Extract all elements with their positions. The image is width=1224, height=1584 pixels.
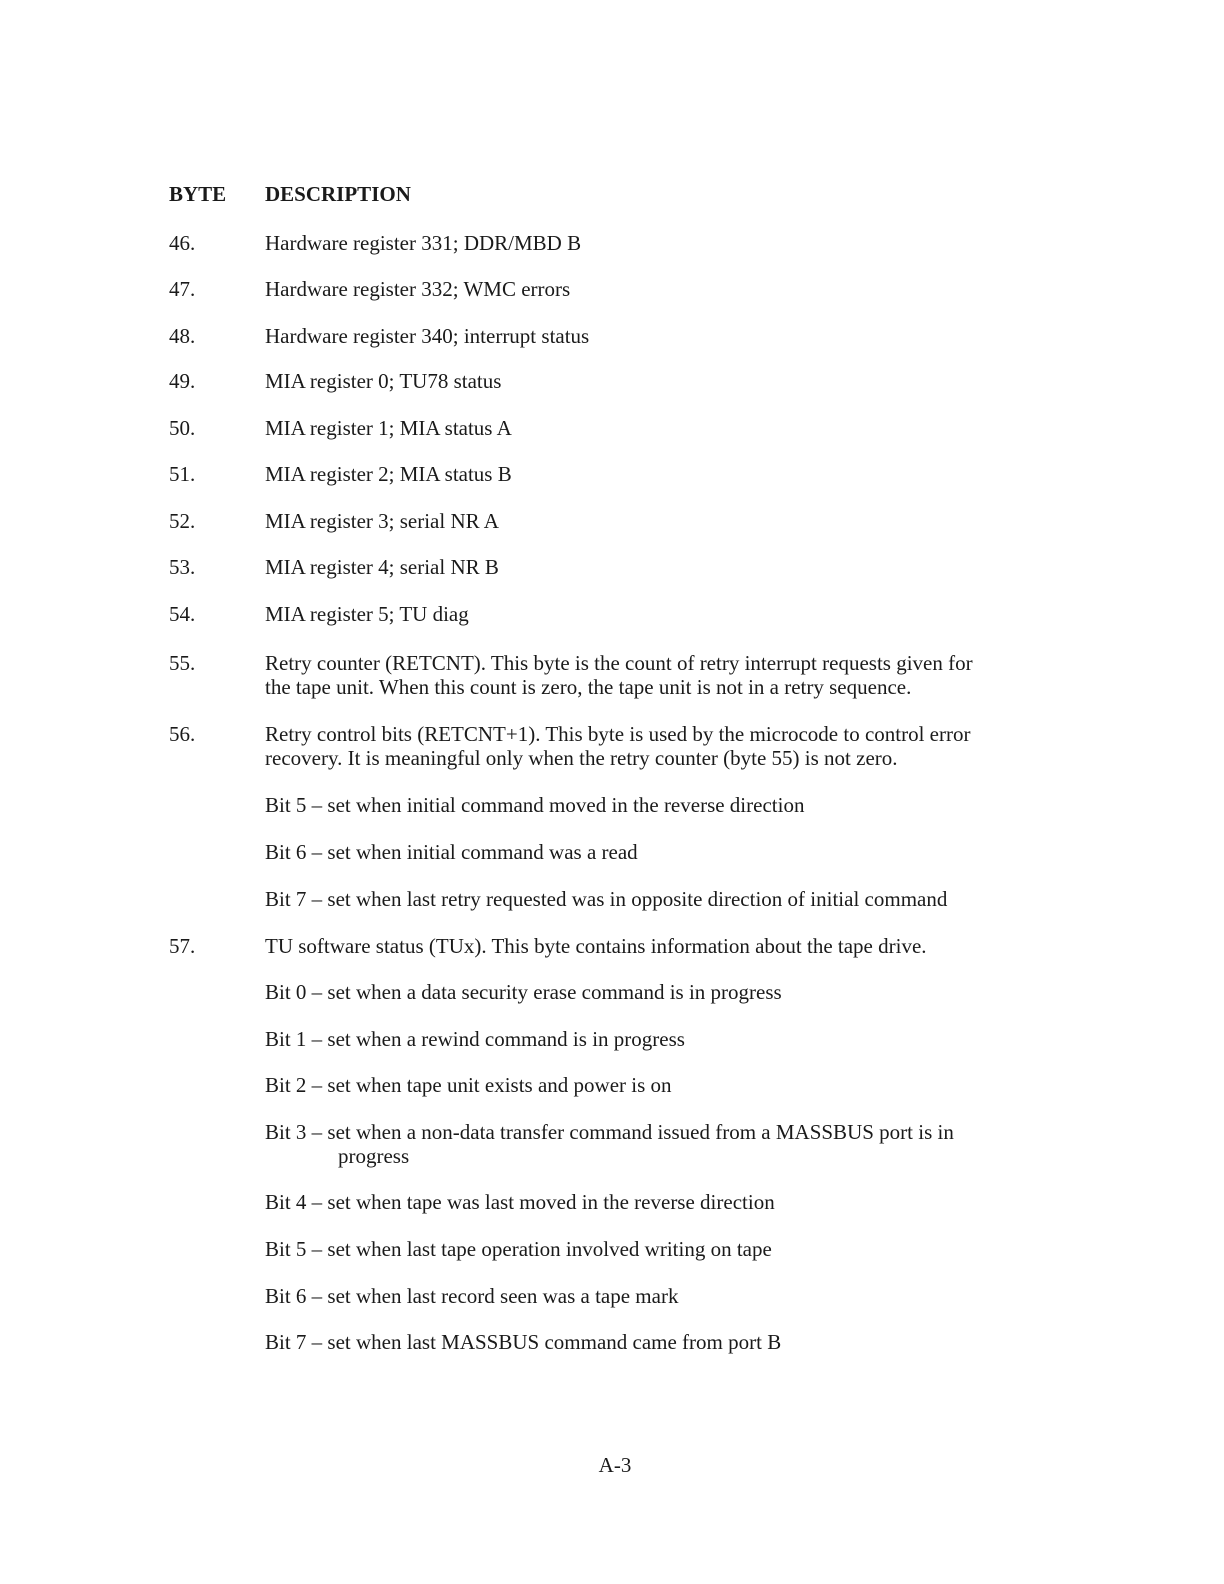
page-number: A-3 xyxy=(598,1453,632,1477)
description-line: Retry counter (RETCNT). This byte is the count of retry interrupt requests given for xyxy=(265,651,973,675)
byte-description xyxy=(265,462,1065,486)
byte-number: 46. xyxy=(169,231,196,255)
status-bit-item xyxy=(265,1330,1065,1354)
bit-description: Bit 4 – set when tape was last moved in the reverse direction xyxy=(265,1190,775,1214)
description-line: Retry control bits (RETCNT+1). This byte is used by the microcode to control error xyxy=(265,722,971,746)
byte-description xyxy=(265,651,1065,699)
byte-description xyxy=(265,509,1065,533)
byte-number: 52. xyxy=(169,509,196,533)
retry-bit-item xyxy=(265,887,1065,911)
retry-bit-item xyxy=(265,840,1065,864)
byte-number: 55. xyxy=(169,651,196,675)
status-bit-item xyxy=(265,1284,1065,1308)
byte-description xyxy=(265,416,1065,440)
description-column-heading: DESCRIPTION xyxy=(265,182,411,206)
status-bit-item xyxy=(265,1237,1065,1261)
description-line: MIA register 4; serial NR B xyxy=(265,555,499,579)
byte-description xyxy=(265,369,1065,393)
status-bit-item xyxy=(265,1190,1065,1214)
bit-description: Bit 7 – set when last MASSBUS command came from port B xyxy=(265,1330,782,1354)
byte-description xyxy=(265,324,1065,348)
byte-description xyxy=(265,277,1065,301)
status-bit-item xyxy=(265,980,1065,1004)
bit-description: Bit 5 – set when last tape operation involved writing on tape xyxy=(265,1237,772,1261)
description-line: the tape unit. When this count is zero, the tape unit is not in a retry sequence. xyxy=(265,675,912,699)
byte-description xyxy=(265,722,1065,770)
bit-description: Bit 6 – set when initial command was a read xyxy=(265,840,638,864)
bit-description: Bit 3 – set when a non-data transfer command issued from a MASSBUS port is in xyxy=(265,1120,954,1144)
bit-description: Bit 6 – set when last record seen was a tape mark xyxy=(265,1284,679,1308)
bit-description: Bit 7 – set when last retry requested was in opposite direction of initial command xyxy=(265,887,948,911)
byte-description xyxy=(265,555,1065,579)
description-line: MIA register 5; TU diag xyxy=(265,602,469,626)
description-line: Hardware register 340; interrupt status xyxy=(265,324,590,348)
byte-description xyxy=(265,934,1065,958)
status-bit-item xyxy=(265,1027,1065,1051)
bit-description: Bit 5 – set when initial command moved in the reverse direction xyxy=(265,793,805,817)
description-line: MIA register 1; MIA status A xyxy=(265,416,512,440)
byte-number: 56. xyxy=(169,722,196,746)
byte-number: 51. xyxy=(169,462,196,486)
byte-description xyxy=(265,231,1065,255)
description-line: MIA register 0; TU78 status xyxy=(265,369,502,393)
byte-number: 57. xyxy=(169,934,196,958)
status-bit-item xyxy=(265,1073,1065,1097)
byte-number: 53. xyxy=(169,555,196,579)
bit-description: Bit 2 – set when tape unit exists and power is on xyxy=(265,1073,672,1097)
byte-number: 48. xyxy=(169,324,196,348)
bit-description-continuation: progress xyxy=(338,1144,410,1168)
description-line: MIA register 2; MIA status B xyxy=(265,462,512,486)
description-line: Hardware register 332; WMC errors xyxy=(265,277,571,301)
description-line: MIA register 3; serial NR A xyxy=(265,509,499,533)
retry-bit-item xyxy=(265,793,1065,817)
description-line: recovery. It is meaningful only when the retry counter (byte 55) is not zero. xyxy=(265,746,898,770)
description-line: TU software status (TUx). This byte contains information about the tape drive. xyxy=(265,934,927,958)
byte-description xyxy=(265,602,1065,626)
byte-number: 47. xyxy=(169,277,196,301)
byte-number: 50. xyxy=(169,416,196,440)
status-bit-item xyxy=(265,1120,1065,1168)
description-line: Hardware register 331; DDR/MBD B xyxy=(265,231,582,255)
bit-description: Bit 0 – set when a data security erase command is in progress xyxy=(265,980,782,1004)
bit-description: Bit 1 – set when a rewind command is in progress xyxy=(265,1027,685,1051)
byte-number: 54. xyxy=(169,602,196,626)
byte-number: 49. xyxy=(169,369,196,393)
byte-column-heading: BYTE xyxy=(169,182,227,206)
